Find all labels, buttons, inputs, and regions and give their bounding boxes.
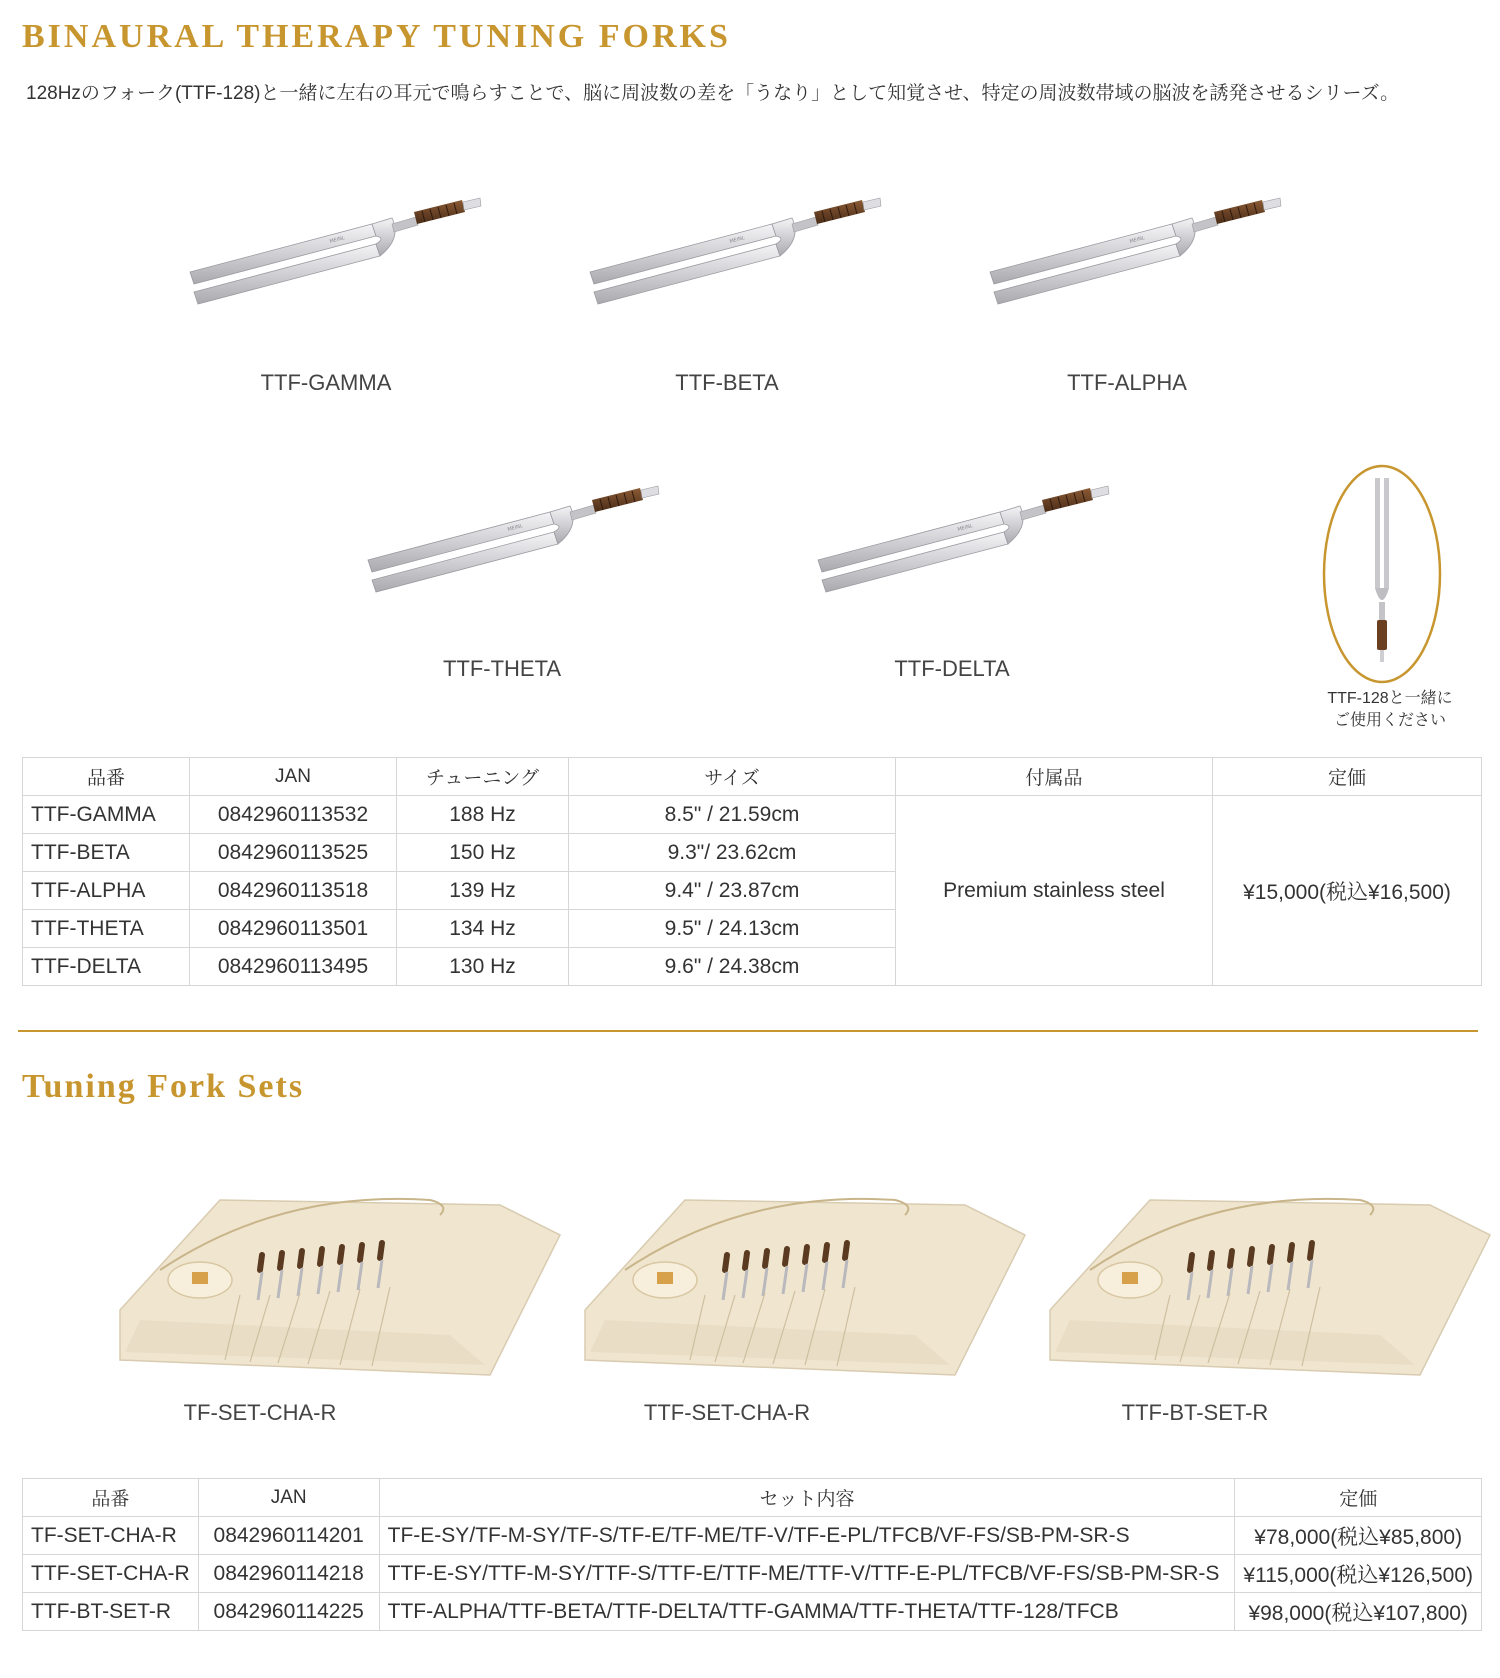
forks-spec-table [22,757,1482,986]
ttf128-image [1320,462,1444,686]
cell-price: ¥78,000(税込¥85,800) [1235,1517,1482,1555]
table-row [23,1517,1482,1555]
fork-label-delta: TTF-DELTA [894,656,1010,681]
col-header-price: 定価 [1213,758,1482,796]
cell-tuning: 188 Hz [397,796,569,834]
col-header-jan: JAN [198,1479,379,1517]
cell-model: TF-SET-CHA-R [23,1517,199,1555]
set-label-2: TTF-BT-SET-R [1121,1400,1269,1425]
set-label-0: TF-SET-CHA-R [183,1400,337,1425]
fork-image-delta [808,468,1118,598]
col-header-jan: JAN [190,758,397,796]
fork-label-theta: TTF-THETA [442,656,562,681]
col-header-contents: セット内容 [379,1479,1235,1517]
cell-tuning: 139 Hz [397,872,569,910]
fork-image-alpha [980,180,1290,310]
table-row [23,1593,1482,1631]
cell-jan: 0842960113495 [190,948,397,986]
sets-section-title: Tuning Fork Sets [22,1068,305,1105]
cell-size: 9.5" / 24.13cm [569,910,896,948]
set-image-ttf-set-cha-r [565,1160,1045,1390]
col-header-price: 定価 [1235,1479,1482,1517]
cell-tuning: 130 Hz [397,948,569,986]
cell-size: 9.3"/ 23.62cm [569,834,896,872]
table-header-row [23,758,1482,796]
set-image-tf-set-cha-r [100,1160,580,1390]
fork-image-theta [358,468,668,598]
cell-model: TTF-BETA [23,834,190,872]
cell-jan: 0842960113501 [190,910,397,948]
col-header-size: サイズ [569,758,896,796]
cell-jan: 0842960113532 [190,796,397,834]
col-header-accessory: 付属品 [896,758,1213,796]
cell-jan: 0842960114201 [198,1517,379,1555]
cell-model: TTF-GAMMA [23,796,190,834]
intro-text: 128Hzのフォーク(TTF-128)と一緒に左右の耳元で鳴らすことで、脳に周波数の差を「うなり」として知覚させ、特定の周波数帯域の脳波を誘発させるシリーズ。 [26,83,1400,104]
col-header-model: 品番 [23,758,190,796]
fork-label-gamma: TTF-GAMMA [260,370,392,395]
cell-model: TTF-SET-CHA-R [23,1555,199,1593]
cell-model: TTF-ALPHA [23,872,190,910]
cell-jan: 0842960114218 [198,1555,379,1593]
cell-size: 9.6" / 24.38cm [569,948,896,986]
fork-image-gamma [180,180,490,310]
cell-price: ¥15,000(税込¥16,500) [1213,796,1482,986]
table-row [23,1555,1482,1593]
fork-label-beta: TTF-BETA [675,370,779,395]
cell-size: 9.4" / 23.87cm [569,872,896,910]
cell-jan: 0842960114225 [198,1593,379,1631]
fork-label-alpha: TTF-ALPHA [1067,370,1187,395]
cell-tuning: 150 Hz [397,834,569,872]
cell-contents: TTF-E-SY/TTF-M-SY/TTF-S/TTF-E/TTF-ME/TTF-V/TTF-E-PL/TFCB/VF-FS/SB-PM-SR-S [379,1555,1235,1593]
section-divider [18,1030,1478,1032]
col-header-model: 品番 [23,1479,199,1517]
cell-contents: TTF-ALPHA/TTF-BETA/TTF-DELTA/TTF-GAMMA/TTF-THETA/TTF-128/TFCB [379,1593,1235,1631]
table-row [23,796,1482,834]
page-title: BINAURAL THERAPY TUNING FORKS [22,18,731,55]
cell-jan: 0842960113525 [190,834,397,872]
ttf128-note-line1: TTF-128と一緒に [1327,690,1453,707]
cell-model: TTF-DELTA [23,948,190,986]
col-header-tuning: チューニング [397,758,569,796]
sets-spec-table [22,1478,1482,1631]
cell-size: 8.5" / 21.59cm [569,796,896,834]
cell-model: TTF-BT-SET-R [23,1593,199,1631]
table-header-row [23,1479,1482,1517]
cell-tuning: 134 Hz [397,910,569,948]
cell-price: ¥115,000(税込¥126,500) [1235,1555,1482,1593]
cell-contents: TF-E-SY/TF-M-SY/TF-S/TF-E/TF-ME/TF-V/TF-E-PL/TFCB/VF-FS/SB-PM-SR-S [379,1517,1235,1555]
ttf128-note-line2: ご使用ください [1333,712,1446,729]
cell-jan: 0842960113518 [190,872,397,910]
cell-price: ¥98,000(税込¥107,800) [1235,1593,1482,1631]
set-label-1: TTF-SET-CHA-R [643,1400,811,1425]
cell-accessory: Premium stainless steel [896,796,1213,986]
set-image-ttf-bt-set-r [1030,1160,1500,1390]
cell-model: TTF-THETA [23,910,190,948]
fork-image-beta [580,180,890,310]
ttf128-note [1300,688,1480,732]
